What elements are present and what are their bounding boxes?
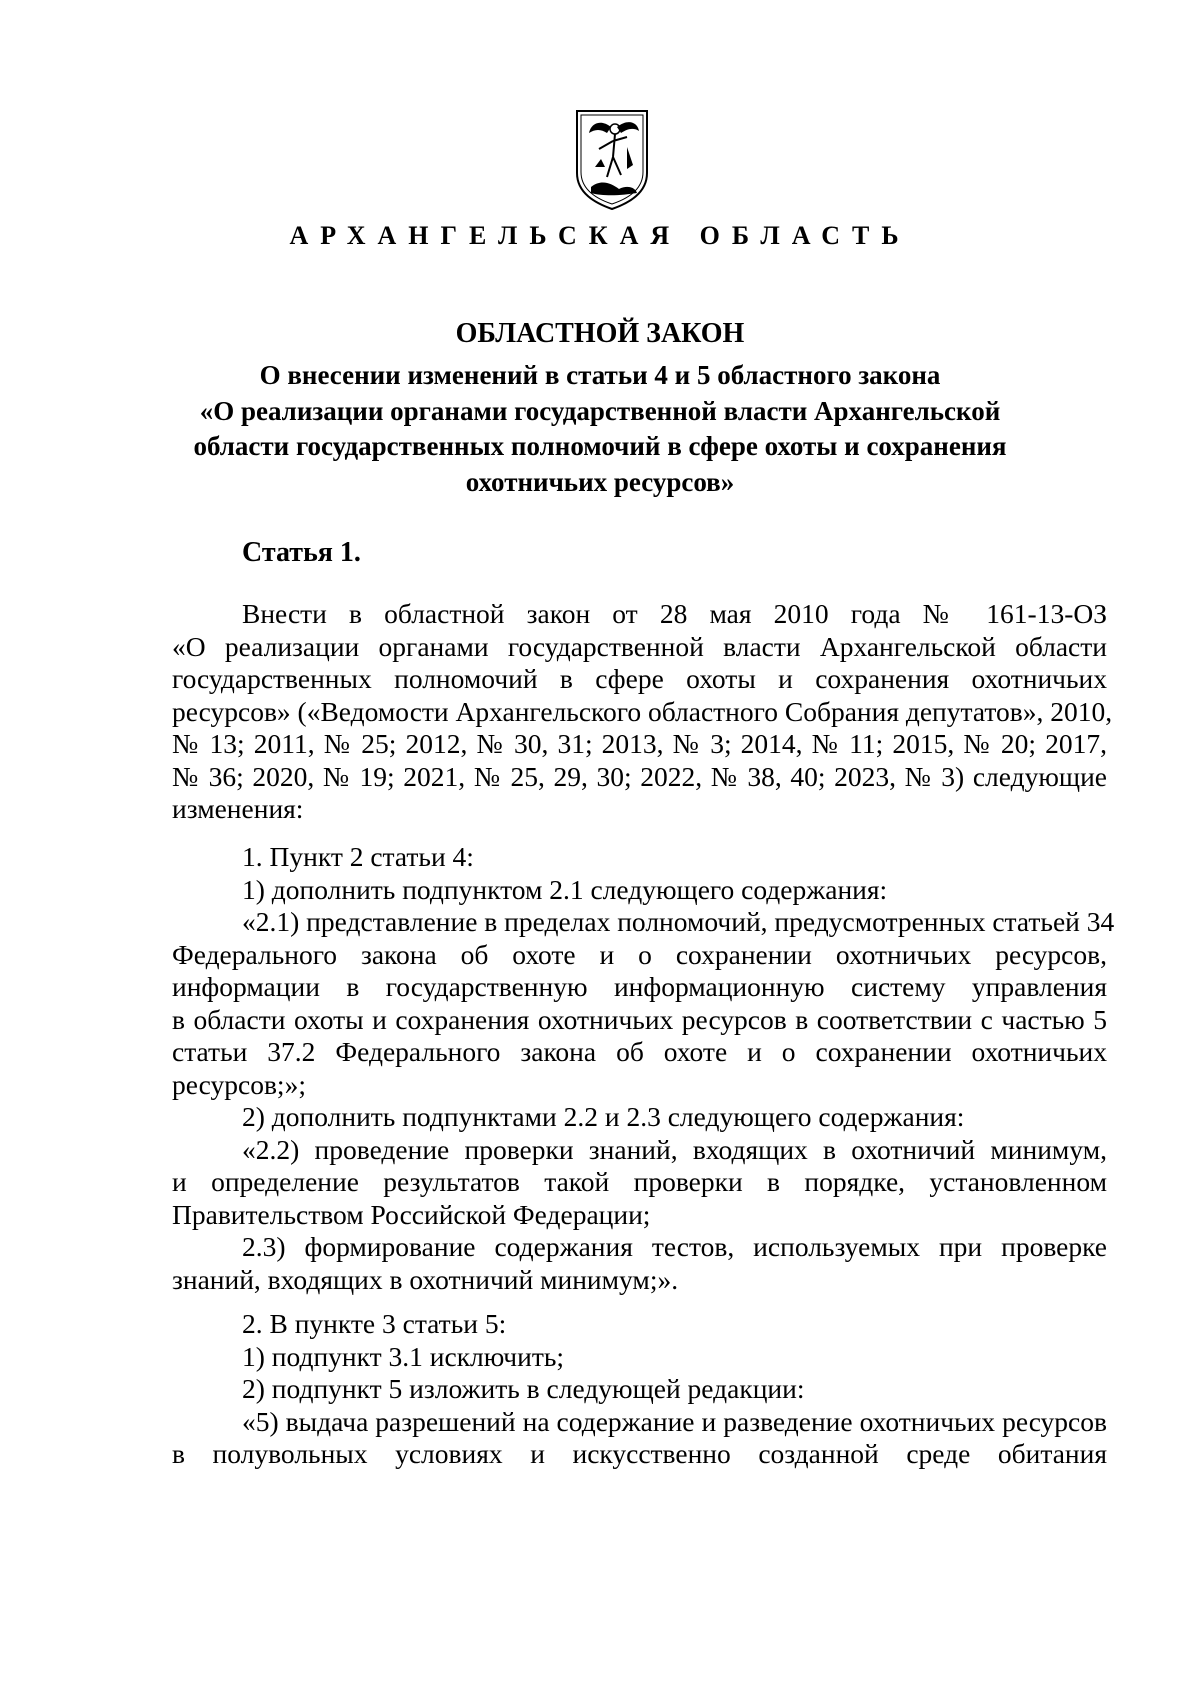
- text-line: «2.2) проведение проверки знаний, входящих в охотничий минимум,: [242, 1133, 1107, 1165]
- article-heading: Статья 1.: [242, 537, 361, 568]
- text-line: 2.3) формирование содержания тестов, используемых при проверке: [242, 1231, 1107, 1262]
- text-line: ресурсов;»;: [172, 1068, 306, 1100]
- text-line: изменения:: [172, 793, 304, 824]
- text-line: ресурсов» («Ведомости Архангельского областного Собрания депутатов», 2010,: [172, 695, 1113, 727]
- text-line: 2. В пункте 3 статьи 5:: [242, 1308, 507, 1339]
- law-title-line: области государственных полномочий в сфере охоты и сохранения: [193, 431, 1007, 461]
- law-title-line: охотничьих ресурсов»: [465, 466, 735, 497]
- text-line: в полувольных условиях и искусственно созданной среде обитания: [172, 1438, 1107, 1469]
- text-line: Внести в областной закон от 28 мая 2010 года № 161-13-ОЗ: [242, 598, 1107, 629]
- text-line: «2.1) представление в пределах полномочий, предусмотренных статьей 34: [242, 906, 1115, 937]
- law-title-line: О внесении изменений в статьи 4 и 5 областного закона: [259, 360, 941, 390]
- text-line: статьи 37.2 Федерального закона об охоте и о сохранении охотничьих: [172, 1036, 1107, 1067]
- text-line: 1. Пункт 2 статьи 4:: [242, 841, 474, 872]
- text-line: 2) дополнить подпунктами 2.2 и 2.3 следующего содержания:: [242, 1101, 965, 1132]
- text-line: «5) выдача разрешений на содержание и разведение охотничьих ресурсов: [242, 1405, 1107, 1437]
- text-line: информации в государственную информационную систему управления: [172, 971, 1107, 1002]
- text-line: 1) подпункт 3.1 исключить;: [242, 1340, 565, 1372]
- text-line: государственных полномочий в сфере охоты и сохранения охотничьих: [172, 663, 1107, 694]
- text-line: № 13; 2011, № 25; 2012, № 30, 31; 2013, № 3; 2014, № 11; 2015, № 20; 2017,: [172, 728, 1107, 759]
- text-line: «О реализации органами государственной власти Архангельской области: [172, 630, 1107, 662]
- text-line: 2) подпункт 5 изложить в следующей редакции:: [242, 1373, 805, 1404]
- item-2: [172, 1308, 1107, 1471]
- text-line: Правительством Российской Федерации;: [172, 1198, 651, 1230]
- law-title-line: «О реализации органами государственной власти Архангельской: [199, 395, 1001, 426]
- text-line: и определение результатов такой проверки в порядке, установленном: [172, 1166, 1107, 1197]
- text-line: № 36; 2020, № 19; 2021, № 25, 29, 30; 2022, № 38, 40; 2023, № 3) следующие: [172, 760, 1107, 792]
- item-1: [172, 841, 1115, 1296]
- article-intro: [172, 598, 1113, 826]
- document-type: ОБЛАСТНОЙ ЗАКОН: [455, 318, 745, 349]
- coat-of-arms-icon: [571, 107, 653, 211]
- text-line: Федерального закона об охоте и о сохранении охотничьих ресурсов,: [172, 938, 1107, 970]
- text-line: 1) дополнить подпунктом 2.1 следующего содержания:: [242, 873, 888, 905]
- text-line: знаний, входящих в охотничий минимум;».: [172, 1263, 679, 1295]
- region-name: АРХАНГЕЛЬСКАЯ ОБЛАСТЬ: [289, 221, 911, 250]
- law-title: [160, 358, 1040, 500]
- text-line: в области охоты и сохранения охотничьих ресурсов в соответствии с частью 5: [172, 1003, 1107, 1035]
